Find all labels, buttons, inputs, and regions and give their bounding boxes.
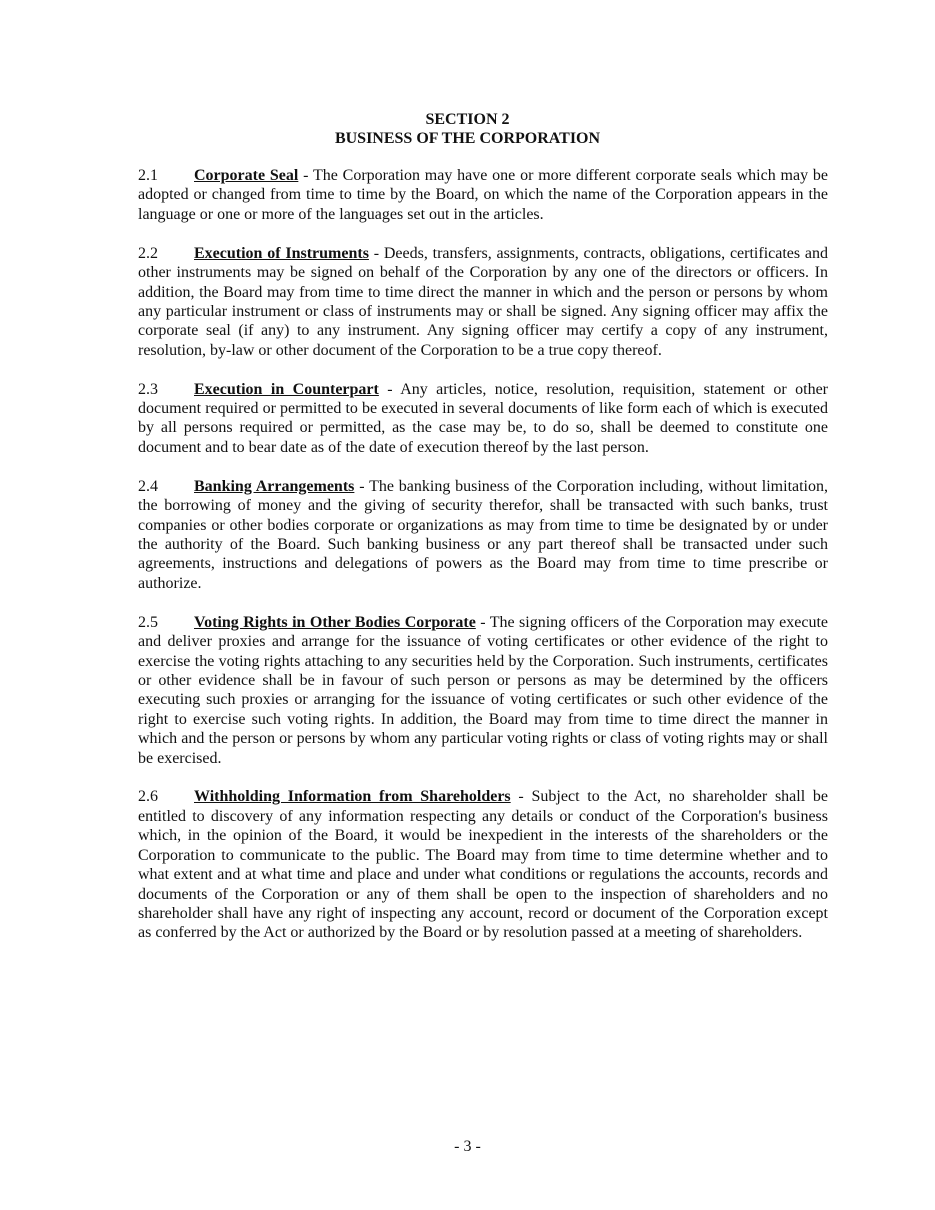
paragraph-number: 2.1 bbox=[138, 167, 158, 184]
paragraph-number: 2.4 bbox=[138, 477, 158, 495]
paragraph-2-5 bbox=[138, 613, 828, 768]
paragraph-separator: - bbox=[475, 613, 490, 631]
paragraph-2-6 bbox=[138, 787, 828, 942]
paragraph-2-3 bbox=[138, 380, 828, 458]
paragraph-number: 2.6 bbox=[138, 788, 158, 806]
paragraph-2-1 bbox=[138, 166, 828, 224]
paragraph-text: Subject to the Act, no shareholder shall be entitled to discovery of any information respecting any details or conduct of the Corporation's business which, in the opinion of the Board, it would be inexpedient in the interests of the shareholders or the Corporation to communicate to the public. The Board may from time to time determine whether and to what extent and at what time and place and under what conditions or regulations the accounts, records and documents of the Corporation or any of them shall be open to the inspection of shareholders and no shareholder shall have any right of inspecting any account, record or document of the Corporation except as conferred by the Act or authorized by the Board or by resolution passed at a meeting of shareholders. bbox=[138, 788, 829, 942]
paragraph-separator: - bbox=[368, 244, 384, 262]
paragraph-title: Execution of Instruments bbox=[194, 244, 369, 262]
paragraph-2-4 bbox=[138, 477, 828, 593]
paragraph-text: Any articles, notice, resolution, requisition, statement or other document required or permitted to be executed in several documents of like form each of which is executed by all persons required or permitted, as the case may be, to do so, shall be deemed to constitute one document and to bear date as of the date of execution thereof by the last person. bbox=[138, 380, 828, 456]
paragraph-text: The signing officers of the Corporation may execute and deliver proxies and arrange for the issuance of voting certificates or other evidence of the right to exercise the voting rights attaching to any securities held by the Corporation. Such instruments, certificates or other evidence shall be in favour of such person or persons as may be determined by the officers executing such proxies or arranging for the issuance of voting certificates or such other evidence of the right to exercise such voting rights. In addition, the Board may from time to time direct the manner in which and the person or persons by whom any particular voting rights or class of voting rights may or shall be exercised. bbox=[138, 613, 829, 767]
section-body bbox=[138, 166, 828, 962]
section-heading bbox=[0, 110, 935, 148]
page-number: - 3 - bbox=[454, 1138, 481, 1155]
paragraph-title: Banking Arrangements bbox=[194, 477, 355, 495]
paragraph-title: Corporate Seal bbox=[194, 167, 299, 184]
paragraph-separator: - bbox=[354, 477, 370, 495]
section-number: SECTION 2 bbox=[425, 111, 510, 128]
paragraph-number: 2.3 bbox=[138, 380, 158, 398]
paragraph-2-2 bbox=[138, 244, 828, 360]
paragraph-number: 2.2 bbox=[138, 244, 158, 262]
paragraph-number: 2.5 bbox=[138, 613, 158, 631]
paragraph-title: Withholding Information from Shareholders bbox=[194, 788, 511, 806]
paragraph-title: Execution in Counterpart bbox=[194, 380, 379, 398]
paragraph-separator: - bbox=[510, 788, 532, 806]
paragraph-title: Voting Rights in Other Bodies Corporate bbox=[194, 613, 476, 631]
section-title: BUSINESS OF THE CORPORATION bbox=[334, 130, 601, 147]
paragraph-text: The banking business of the Corporation including, without limitation, the borrowing of money and the giving of security therefor, shall be transacted with such banks, trust companies or other bodies corporate or organizations as may from time to time be designated by or under the authority of the Board. Such banking business or any part thereof shall be transacted under such agreements, instructions and delegations of powers as the Board may from time to time prescribe or authorize. bbox=[138, 477, 829, 592]
paragraph-text: Deeds, transfers, assignments, contracts, obligations, certificates and other instruments may be signed on behalf of the Corporation by any one of the directors or officers. In addition, the Board may from time to time direct the manner in which and the person or persons by whom any particular instrument or class of instruments may or shall be signed. Any signing officer may affix the corporate seal (if any) to any instrument. Any signing officer may certify a copy of any instrument, resolution, by-law or other document of the Corporation to be a true copy thereof. bbox=[138, 244, 829, 359]
paragraph-separator: - bbox=[298, 167, 313, 184]
paragraph-text: The Corporation may have one or more different corporate seals which may be adopted or changed from time to time by the Board, on which the name of the Corporation appears in the language or one or more of the languages set out in the articles. bbox=[138, 167, 828, 223]
paragraph-separator: - bbox=[378, 380, 401, 398]
